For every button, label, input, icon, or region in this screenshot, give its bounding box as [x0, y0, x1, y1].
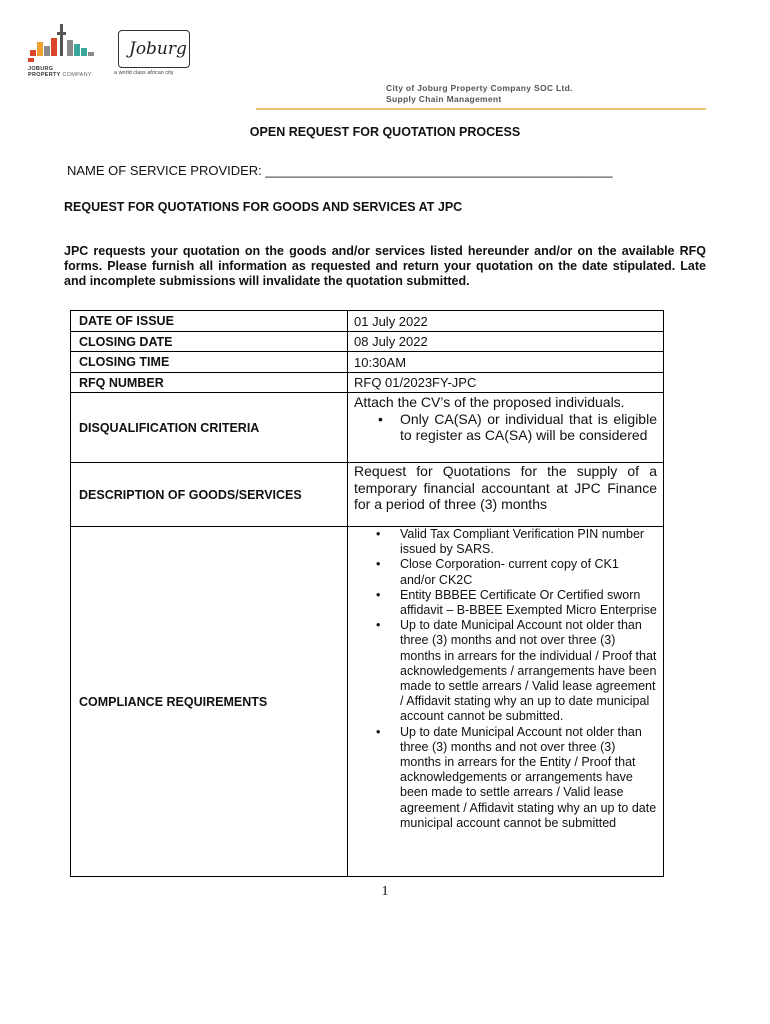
document-subtitle: REQUEST FOR QUOTATIONS FOR GOODS AND SERVICES AT JPC — [64, 200, 463, 214]
compliance-list — [354, 527, 657, 831]
department-name: Supply Chain Management — [386, 94, 502, 104]
intro-paragraph: JPC requests your quotation on the goods and/or services listed hereunder and/or on the available RFQ forms. Please furnish all information as requested and return your quotation on the date stipulated. Late and incomplete submissions will invalidate the quotation submitted. — [64, 244, 706, 288]
compliance-label: COMPLIANCE REQUIREMENTS — [71, 527, 348, 877]
list-item: • Only CA(SA) or individual that is eligible to register as CA(SA) will be considered — [354, 411, 657, 444]
closing-time-label: CLOSING TIME — [71, 352, 348, 373]
table-row — [71, 311, 664, 332]
disqualification-value — [348, 393, 664, 463]
closing-date-value: 08 July 2022 — [348, 332, 664, 352]
document-title: OPEN REQUEST FOR QUOTATION PROCESS — [249, 125, 521, 139]
disqualification-intro: Attach the CV’s of the proposed individuals. — [354, 394, 625, 410]
compliance-value — [348, 527, 664, 877]
rfq-details-table — [70, 310, 664, 877]
company-header — [386, 83, 573, 105]
date-issue-label: DATE OF ISSUE — [71, 311, 348, 332]
table-row — [71, 332, 664, 352]
jpc-logo — [28, 20, 102, 80]
jpc-logo-line1: JOBURG — [28, 66, 54, 72]
disqualification-list — [354, 411, 657, 444]
joburg-logo — [114, 30, 198, 78]
list-item: • Close Corporation- current copy of CK1 and/or CK2C — [354, 557, 657, 587]
header-rule — [256, 108, 706, 110]
company-name: City of Joburg Property Company SOC Ltd. — [386, 83, 573, 93]
table-row — [71, 527, 664, 877]
jpc-logo-text — [28, 66, 92, 78]
disqualification-label: DISQUALIFICATION CRITERIA — [71, 393, 348, 463]
list-item: • Up to date Municipal Account not older than three (3) months and not over three (3) months in arrears for the Entity / Proof that acknowledgements or arrangements have been made to settle arrears / Valid lease agreement / Affidavit stating why an up to date municipal account cannot be submitted — [354, 725, 657, 831]
joburg-tagline: a world class african city — [114, 70, 174, 76]
closing-time-value: 10:30AM — [348, 352, 664, 373]
jpc-logo-line2b: COMPANY — [62, 72, 92, 78]
joburg-logo-frame — [118, 30, 190, 68]
table-row — [71, 463, 664, 527]
page-number: 1 — [381, 884, 389, 899]
closing-date-label: CLOSING DATE — [71, 332, 348, 352]
rfq-number-label: RFQ NUMBER — [71, 373, 348, 393]
rfq-number-value: RFQ 01/2023FY-JPC — [348, 373, 664, 393]
jpc-skyline-icon — [28, 20, 102, 66]
service-provider-line: NAME OF SERVICE PROVIDER: ________________________________________________ — [67, 163, 613, 178]
list-item: • Entity BBBEE Certificate Or Certified sworn affidavit – B-BBEE Exempted Micro Enterprise — [354, 588, 657, 618]
description-value: Request for Quotations for the supply of a temporary financial accountant at JPC Finance for a period of three (3) months — [348, 463, 664, 527]
list-item: • Valid Tax Compliant Verification PIN number issued by SARS. — [354, 527, 657, 557]
description-label: DESCRIPTION OF GOODS/SERVICES — [71, 463, 348, 527]
jpc-logo-line2: PROPERTY — [28, 72, 61, 78]
table-row — [71, 393, 664, 463]
table-row — [71, 373, 664, 393]
list-item: • Up to date Municipal Account not older than three (3) months and not over three (3) months in arrears for the individual / Proof that acknowledgements / arrangements have been made to settle arrears / Valid lease agreement / Affidavit stating why an up to date municipal account cannot be submitted. — [354, 618, 657, 724]
joburg-logo-word: Joburg — [129, 39, 187, 59]
table-row — [71, 352, 664, 373]
date-issue-value: 01 July 2022 — [348, 311, 664, 332]
